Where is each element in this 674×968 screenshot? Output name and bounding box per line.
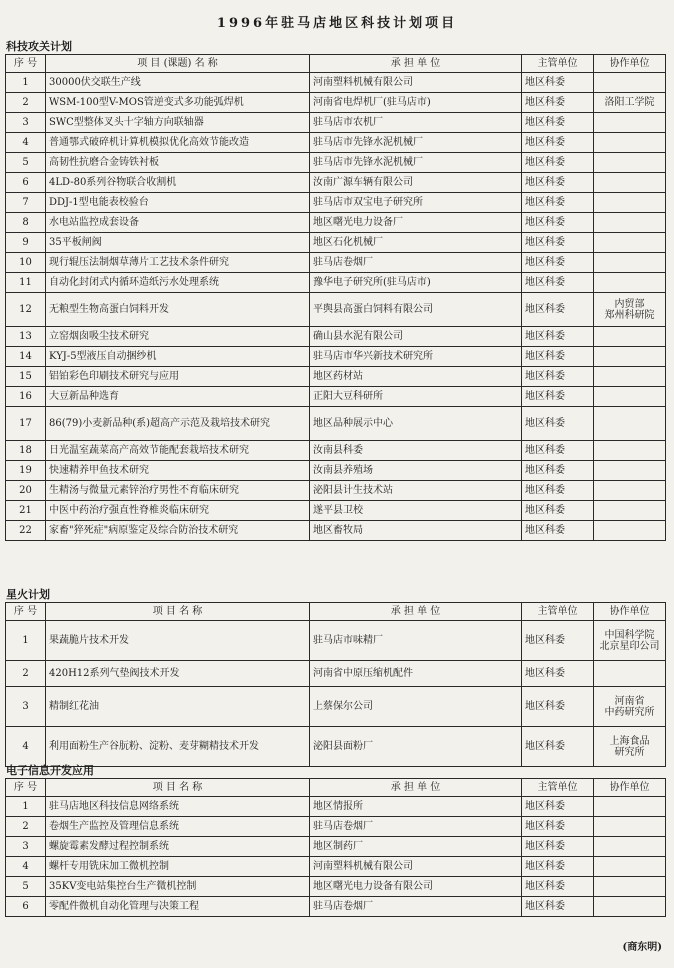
table-row bbox=[6, 727, 666, 767]
row-dept: 地区科委 bbox=[522, 253, 594, 273]
project-table-dianzi-xinxi bbox=[5, 778, 666, 917]
row-seq: 14 bbox=[6, 347, 46, 367]
row-project-name: 果蔬脆片技术开发 bbox=[46, 621, 310, 661]
row-seq: 15 bbox=[6, 367, 46, 387]
row-seq: 11 bbox=[6, 273, 46, 293]
row-project-name: 35KV变电站集控台生产微机控制 bbox=[46, 877, 310, 897]
row-unit: 河南省电焊机厂(驻马店市) bbox=[310, 93, 522, 113]
table-row bbox=[6, 877, 666, 897]
header-seq: 序 号 bbox=[6, 779, 46, 797]
row-coop: 上海食品 研究所 bbox=[594, 727, 666, 767]
row-dept: 地区科委 bbox=[522, 661, 594, 687]
row-unit: 驻马店卷烟厂 bbox=[310, 817, 522, 837]
table-row bbox=[6, 293, 666, 327]
header-dept: 主管单位 bbox=[522, 55, 594, 73]
row-dept: 地区科委 bbox=[522, 133, 594, 153]
row-project-name: 高韧性抗磨合金铸铁衬板 bbox=[46, 153, 310, 173]
row-seq: 1 bbox=[6, 73, 46, 93]
row-coop bbox=[594, 327, 666, 347]
table-row bbox=[6, 347, 666, 367]
row-seq: 5 bbox=[6, 153, 46, 173]
row-seq: 4 bbox=[6, 727, 46, 767]
row-coop bbox=[594, 273, 666, 293]
row-unit: 河南省中原压缩机配件 bbox=[310, 661, 522, 687]
table-row bbox=[6, 441, 666, 461]
author-credit: (商东明) bbox=[622, 942, 662, 953]
row-coop bbox=[594, 661, 666, 687]
row-project-name: 大豆新品种选育 bbox=[46, 387, 310, 407]
row-unit: 上蔡保尔公司 bbox=[310, 687, 522, 727]
row-dept: 地区科委 bbox=[522, 857, 594, 877]
table-row bbox=[6, 367, 666, 387]
row-unit: 河南塑料机械有限公司 bbox=[310, 857, 522, 877]
row-coop bbox=[594, 461, 666, 481]
row-seq: 7 bbox=[6, 193, 46, 213]
row-seq: 20 bbox=[6, 481, 46, 501]
row-coop bbox=[594, 877, 666, 897]
row-project-name: 无粮型生物高蛋白饲料开发 bbox=[46, 293, 310, 327]
header-name: 项 目 名 称 bbox=[46, 779, 310, 797]
row-unit: 河南塑料机械有限公司 bbox=[310, 73, 522, 93]
row-dept: 地区科委 bbox=[522, 113, 594, 133]
row-project-name: 35平板闸阀 bbox=[46, 233, 310, 253]
row-dept: 地区科委 bbox=[522, 347, 594, 367]
header-coop: 协作单位 bbox=[594, 603, 666, 621]
row-coop: 洛阳工学院 bbox=[594, 93, 666, 113]
row-project-name: 利用面粉生产谷朊粉、淀粉、麦芽糊精技术开发 bbox=[46, 727, 310, 767]
row-unit: 平舆县高蛋白饲料有限公司 bbox=[310, 293, 522, 327]
row-seq: 9 bbox=[6, 233, 46, 253]
row-unit: 正阳大豆科研所 bbox=[310, 387, 522, 407]
row-unit: 驻马店市味精厂 bbox=[310, 621, 522, 661]
row-dept: 地区科委 bbox=[522, 897, 594, 917]
row-dept: 地区科委 bbox=[522, 797, 594, 817]
row-seq: 8 bbox=[6, 213, 46, 233]
row-unit: 地区曙光电力设备有限公司 bbox=[310, 877, 522, 897]
row-dept: 地区科委 bbox=[522, 407, 594, 441]
row-seq: 6 bbox=[6, 897, 46, 917]
header-unit: 承 担 单 位 bbox=[310, 603, 522, 621]
row-project-name: 420H12系列气垫阀技术开发 bbox=[46, 661, 310, 687]
table-row bbox=[6, 253, 666, 273]
row-project-name: 螺旋霉素发酵过程控制系统 bbox=[46, 837, 310, 857]
header-coop: 协作单位 bbox=[594, 55, 666, 73]
table-row bbox=[6, 661, 666, 687]
row-seq: 22 bbox=[6, 521, 46, 541]
row-seq: 12 bbox=[6, 293, 46, 327]
header-seq: 序 号 bbox=[6, 603, 46, 621]
row-project-name: 中医中药治疗强直性脊椎炎临床研究 bbox=[46, 501, 310, 521]
row-coop bbox=[594, 837, 666, 857]
row-dept: 地区科委 bbox=[522, 293, 594, 327]
row-project-name: SWC型整体叉头十字轴方向联轴器 bbox=[46, 113, 310, 133]
header-dept: 主管单位 bbox=[522, 603, 594, 621]
row-seq: 21 bbox=[6, 501, 46, 521]
row-coop bbox=[594, 897, 666, 917]
row-dept: 地区科委 bbox=[522, 367, 594, 387]
row-project-name: 水电站监控成套设备 bbox=[46, 213, 310, 233]
row-unit: 驻马店市先锋水泥机械厂 bbox=[310, 153, 522, 173]
row-project-name: 驻马店地区科技信息网络系统 bbox=[46, 797, 310, 817]
row-dept: 地区科委 bbox=[522, 173, 594, 193]
row-seq: 19 bbox=[6, 461, 46, 481]
row-coop bbox=[594, 113, 666, 133]
row-seq: 2 bbox=[6, 93, 46, 113]
row-project-name: 日光温室蔬菜高产高效节能配套栽培技术研究 bbox=[46, 441, 310, 461]
row-dept: 地区科委 bbox=[522, 93, 594, 113]
row-project-name: 普通鄂式破碎机计算机模拟优化高效节能改造 bbox=[46, 133, 310, 153]
table-row bbox=[6, 387, 666, 407]
row-unit: 地区曙光电力设备厂 bbox=[310, 213, 522, 233]
row-coop bbox=[594, 73, 666, 93]
row-dept: 地区科委 bbox=[522, 461, 594, 481]
row-unit: 地区畜牧局 bbox=[310, 521, 522, 541]
table-row bbox=[6, 327, 666, 347]
row-unit: 泌阳县计生技术站 bbox=[310, 481, 522, 501]
row-project-name: 家畜"猝死症"病原鉴定及综合防治技术研究 bbox=[46, 521, 310, 541]
document-title: 1996年驻马店地区科技计划项目 bbox=[216, 16, 458, 31]
row-coop bbox=[594, 213, 666, 233]
table-row bbox=[6, 173, 666, 193]
row-seq: 18 bbox=[6, 441, 46, 461]
row-seq: 10 bbox=[6, 253, 46, 273]
row-unit: 驻马店市农机厂 bbox=[310, 113, 522, 133]
row-project-name: 86(79)小麦新品种(系)超高产示范及栽培技术研究 bbox=[46, 407, 310, 441]
table-row bbox=[6, 521, 666, 541]
table-row bbox=[6, 133, 666, 153]
row-unit: 遂平县卫校 bbox=[310, 501, 522, 521]
row-dept: 地区科委 bbox=[522, 73, 594, 93]
header-dept: 主管单位 bbox=[522, 779, 594, 797]
row-coop bbox=[594, 133, 666, 153]
row-unit: 汝南广源车辆有限公司 bbox=[310, 173, 522, 193]
row-unit: 驻马店市先锋水泥机械厂 bbox=[310, 133, 522, 153]
row-unit: 地区制药厂 bbox=[310, 837, 522, 857]
row-dept: 地区科委 bbox=[522, 687, 594, 727]
row-coop bbox=[594, 501, 666, 521]
row-project-name: 现行辊压法制烟草薄片工艺技术条件研究 bbox=[46, 253, 310, 273]
table-row bbox=[6, 93, 666, 113]
row-project-name: 零配件微机自动化管理与决策工程 bbox=[46, 897, 310, 917]
row-dept: 地区科委 bbox=[522, 837, 594, 857]
row-dept: 地区科委 bbox=[522, 327, 594, 347]
row-dept: 地区科委 bbox=[522, 877, 594, 897]
row-project-name: 4LD-80系列谷物联合收割机 bbox=[46, 173, 310, 193]
row-unit: 地区情报所 bbox=[310, 797, 522, 817]
row-project-name: KYJ-5型液压自动捆纱机 bbox=[46, 347, 310, 367]
row-seq: 3 bbox=[6, 687, 46, 727]
row-project-name: 铝铂彩色印刷技术研究与应用 bbox=[46, 367, 310, 387]
table-row bbox=[6, 213, 666, 233]
row-unit: 驻马店市华兴新技术研究所 bbox=[310, 347, 522, 367]
row-coop bbox=[594, 173, 666, 193]
row-project-name: DDJ-1型电能表校验台 bbox=[46, 193, 310, 213]
row-unit: 地区品种展示中心 bbox=[310, 407, 522, 441]
row-coop: 内贸部 郑州科研院 bbox=[594, 293, 666, 327]
row-dept: 地区科委 bbox=[522, 521, 594, 541]
row-unit: 驻马店卷烟厂 bbox=[310, 253, 522, 273]
row-project-name: 快速精养甲鱼技术研究 bbox=[46, 461, 310, 481]
header-coop: 协作单位 bbox=[594, 779, 666, 797]
row-seq: 6 bbox=[6, 173, 46, 193]
row-unit: 地区药材站 bbox=[310, 367, 522, 387]
row-project-name: 精制红花油 bbox=[46, 687, 310, 727]
row-coop bbox=[594, 521, 666, 541]
table-row bbox=[6, 501, 666, 521]
row-coop bbox=[594, 481, 666, 501]
row-coop bbox=[594, 817, 666, 837]
row-seq: 16 bbox=[6, 387, 46, 407]
row-dept: 地区科委 bbox=[522, 387, 594, 407]
row-seq: 4 bbox=[6, 857, 46, 877]
row-coop bbox=[594, 857, 666, 877]
row-seq: 1 bbox=[6, 797, 46, 817]
row-dept: 地区科委 bbox=[522, 727, 594, 767]
row-project-name: 螺杆专用铣床加工微机控制 bbox=[46, 857, 310, 877]
row-project-name: 立窑烟囱吸尘技术研究 bbox=[46, 327, 310, 347]
project-table-xinghuo bbox=[5, 602, 666, 767]
table-row bbox=[6, 461, 666, 481]
row-seq: 1 bbox=[6, 621, 46, 661]
table-row bbox=[6, 897, 666, 917]
row-unit: 汝南县科委 bbox=[310, 441, 522, 461]
table-row bbox=[6, 837, 666, 857]
header-seq: 序 号 bbox=[6, 55, 46, 73]
header-name: 项 目 (课题) 名 称 bbox=[46, 55, 310, 73]
row-dept: 地区科委 bbox=[522, 153, 594, 173]
section-title-dianzi-xinxi: 电子信息开发应用 bbox=[6, 764, 94, 777]
table-row bbox=[6, 153, 666, 173]
section-title-xinghuo: 星火计划 bbox=[6, 588, 50, 601]
table-row bbox=[6, 73, 666, 93]
row-dept: 地区科委 bbox=[522, 233, 594, 253]
header-unit: 承 担 单 位 bbox=[310, 779, 522, 797]
row-coop bbox=[594, 367, 666, 387]
row-coop bbox=[594, 233, 666, 253]
row-project-name: 卷烟生产监控及管理信息系统 bbox=[46, 817, 310, 837]
header-name: 项 目 名 称 bbox=[46, 603, 310, 621]
table-row bbox=[6, 621, 666, 661]
row-dept: 地区科委 bbox=[522, 441, 594, 461]
row-unit: 驻马店市双宝电子研究所 bbox=[310, 193, 522, 213]
table-row bbox=[6, 687, 666, 727]
row-unit: 确山县水泥有限公司 bbox=[310, 327, 522, 347]
row-coop bbox=[594, 407, 666, 441]
row-project-name: 30000伏交联生产线 bbox=[46, 73, 310, 93]
table-row bbox=[6, 797, 666, 817]
row-coop: 河南省 中药研究所 bbox=[594, 687, 666, 727]
header-unit: 承 担 单 位 bbox=[310, 55, 522, 73]
row-coop: 中国科学院 北京星印公司 bbox=[594, 621, 666, 661]
row-coop bbox=[594, 253, 666, 273]
row-unit: 汝南县养殖场 bbox=[310, 461, 522, 481]
row-dept: 地区科委 bbox=[522, 213, 594, 233]
row-seq: 17 bbox=[6, 407, 46, 441]
row-unit: 豫华电子研究所(驻马店市) bbox=[310, 273, 522, 293]
row-unit: 地区石化机械厂 bbox=[310, 233, 522, 253]
table-row bbox=[6, 113, 666, 133]
row-seq: 2 bbox=[6, 817, 46, 837]
table-row bbox=[6, 273, 666, 293]
row-coop bbox=[594, 193, 666, 213]
row-coop bbox=[594, 387, 666, 407]
row-coop bbox=[594, 347, 666, 367]
row-coop bbox=[594, 153, 666, 173]
table-row bbox=[6, 857, 666, 877]
row-seq: 2 bbox=[6, 661, 46, 687]
table-row bbox=[6, 481, 666, 501]
row-dept: 地区科委 bbox=[522, 481, 594, 501]
row-unit: 驻马店卷烟厂 bbox=[310, 897, 522, 917]
table-row bbox=[6, 193, 666, 213]
row-seq: 3 bbox=[6, 837, 46, 857]
table-row bbox=[6, 233, 666, 253]
row-coop bbox=[594, 441, 666, 461]
row-dept: 地区科委 bbox=[522, 817, 594, 837]
row-project-name: WSM-100型V-MOS管逆变式多功能弧焊机 bbox=[46, 93, 310, 113]
row-seq: 4 bbox=[6, 133, 46, 153]
row-unit: 泌阳县面粉厂 bbox=[310, 727, 522, 767]
row-seq: 13 bbox=[6, 327, 46, 347]
row-project-name: 自动化封闭式内循环造纸污水处理系统 bbox=[46, 273, 310, 293]
row-seq: 3 bbox=[6, 113, 46, 133]
row-dept: 地区科委 bbox=[522, 273, 594, 293]
row-dept: 地区科委 bbox=[522, 501, 594, 521]
project-table-keji-gongguan bbox=[5, 54, 666, 541]
section-title-keji-gongguan: 科技攻关计划 bbox=[6, 40, 72, 53]
row-dept: 地区科委 bbox=[522, 193, 594, 213]
row-seq: 5 bbox=[6, 877, 46, 897]
row-project-name: 生精汤与微量元素锌治疗男性不育临床研究 bbox=[46, 481, 310, 501]
table-row bbox=[6, 407, 666, 441]
row-coop bbox=[594, 797, 666, 817]
table-row bbox=[6, 817, 666, 837]
row-dept: 地区科委 bbox=[522, 621, 594, 661]
